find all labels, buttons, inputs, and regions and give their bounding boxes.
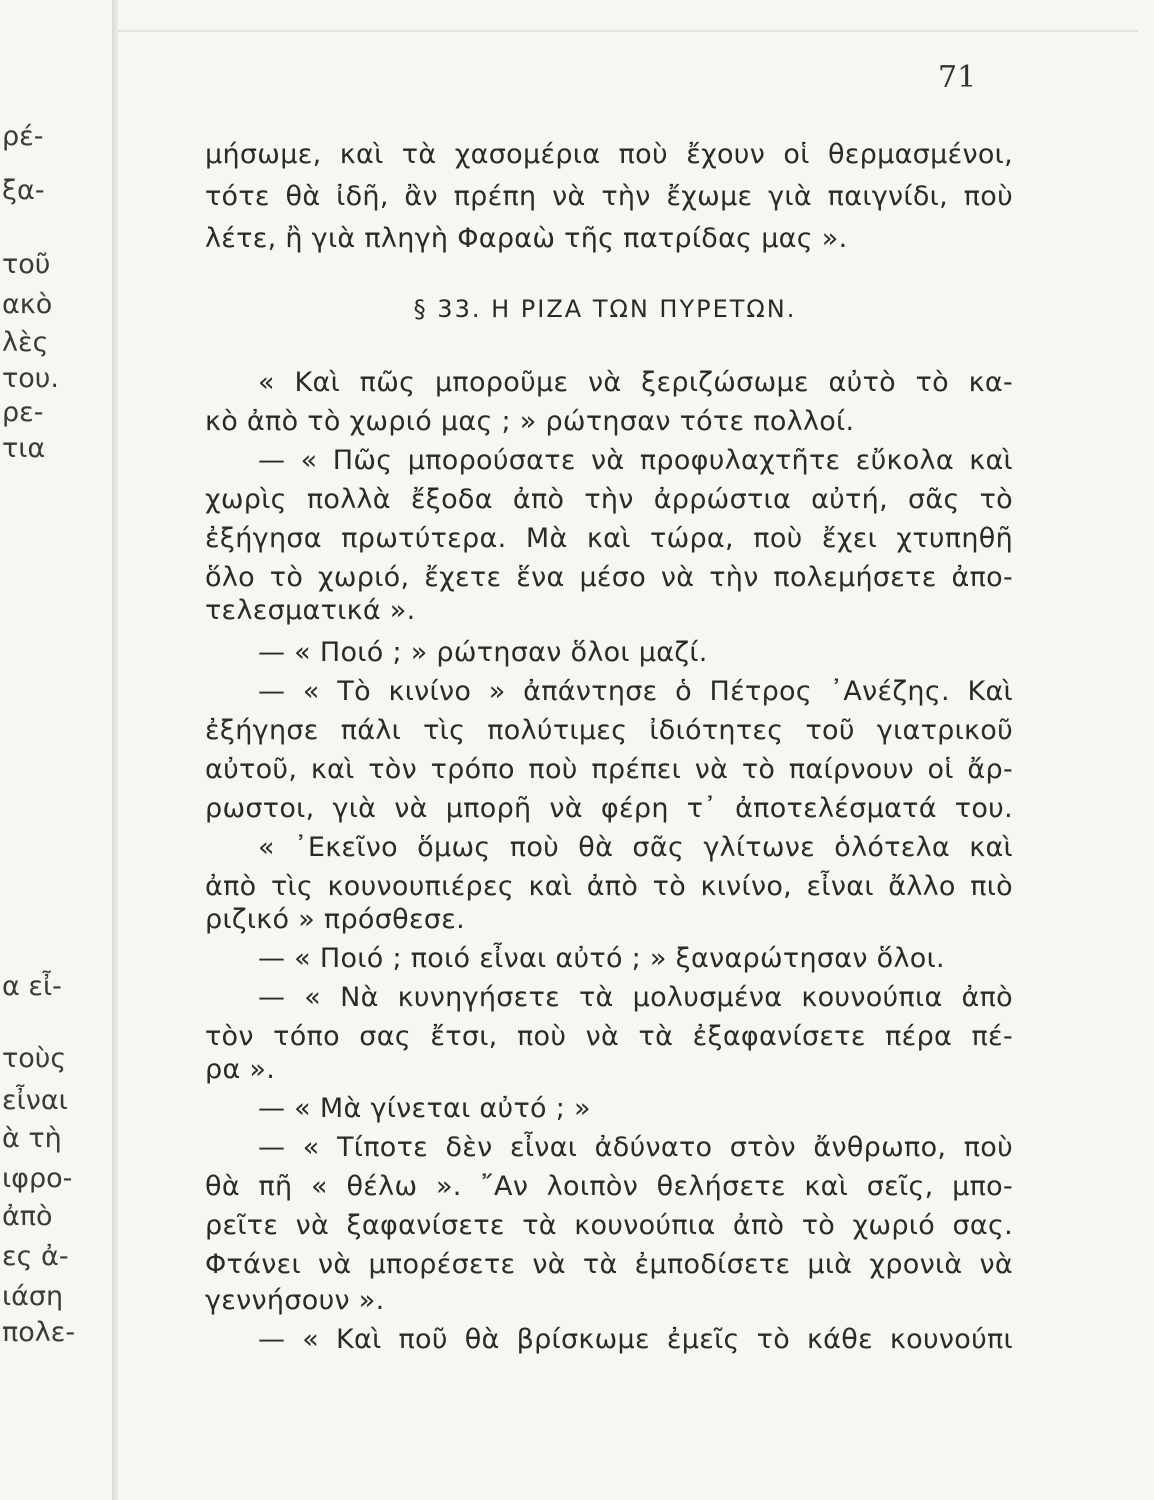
left-fragment: λὲς [2,327,49,358]
text-line: — « Ποιό ; » ρώτησαν ὅλοι μαζί. [258,637,708,668]
text-line: ἐξήγησα πρωτύτερα. Μὰ καὶ τώρα, ποὺ ἔχει χτυπηθῆ [205,523,1013,554]
left-fragment: τοῦ [2,249,51,280]
left-fragment: εἶναι [2,1085,68,1116]
left-fragment: ξα- [2,175,45,206]
left-fragment: τια [2,433,46,464]
text-line: ὅλο τὸ χωριό, ἔχετε ἕνα μέσο νὰ τὴν πολεμήσετε ἀπο- [205,562,1013,593]
text-line: — « Μὰ γίνεται αὐτό ; » [258,1093,591,1124]
text-line: ρα ». [205,1054,276,1085]
text-line: τότε θὰ ἰδῆ, ἂν πρέπη νὰ τὴν ἔχωμε γιὰ παιγνίδι, ποὺ [205,181,1013,212]
text-line: ρωστοι, γιὰ νὰ μπορῆ νὰ φέρη τ᾽ ἀποτελέσματά του. [205,793,1013,824]
left-fragment: ακὸ [2,289,53,320]
left-fragment: ὰ τὴ [2,1123,62,1154]
text-line: — « Πῶς μπορούσατε νὰ προφυλαχτῆτε εὔκολα καὶ [258,445,1013,476]
text-line: — « Ποιό ; ποιό εἶναι αὐτό ; » ξαναρώτησαν ὅλοι. [258,943,945,974]
left-page-margin [0,0,110,1500]
text-line: ρεῖτε νὰ ξαφανίσετε τὰ κουνούπια ἀπὸ τὸ χωριό σας. [205,1210,1013,1241]
text-line: θὰ πῆ « θέλω ». ῎Αν λοιπὸν θελήσετε καὶ σεῖς, μπο- [205,1171,1013,1202]
text-line: — « Τίποτε δὲν εἶναι ἀδύνατο στὸν ἄνθρωπο, ποὺ [258,1132,1013,1163]
text-line: τελεσματικά ». [205,595,416,626]
text-line: αὐτοῦ, καὶ τὸν τρόπο ποὺ πρέπει νὰ τὸ παίρνουν οἱ ἄρ- [205,754,1013,785]
left-fragment: ἀπὸ [2,1201,53,1232]
left-fragment: α εἶ- [2,971,62,1002]
text-line: ριζικό » πρόσθεσε. [205,904,466,935]
left-fragment: τοὺς [2,1043,67,1074]
left-fragment: ιάση [2,1281,64,1312]
section-heading: § 33. Η ΡΙΖΑ ΤΩΝ ΠΥΡΕΤΩΝ. [413,295,797,323]
left-fragment: πολε- [2,1317,76,1348]
text-line: Φτάνει νὰ μπορέσετε νὰ τὰ ἐμποδίσετε μιὰ χρονιὰ νὰ [205,1249,1013,1280]
text-line: « Καὶ πῶς μποροῦμε νὰ ξεριζώσωμε αὐτὸ τὸ κα- [258,367,1013,398]
text-line: χωρὶς πολλὰ ἔξοδα ἀπὸ τὴν ἀρρώστια αὐτή, σᾶς τὸ [205,484,1013,515]
text-line: — « Νὰ κυνηγήσετε τὰ μολυσμένα κουνούπια ἀπὸ [258,982,1013,1013]
left-fragment: του. [2,363,59,394]
left-fragment: ες ἀ- [2,1241,69,1272]
text-line: — « Καὶ ποῦ θὰ βρίσκωμε ἐμεῖς τὸ κάθε κουνούπι [258,1324,1013,1355]
text-line: λέτε, ἢ γιὰ πληγὴ Φαραὼ τῆς πατρίδας μας ». [205,223,848,254]
left-fragment: ρέ- [2,121,44,152]
text-line: « ᾿Εκεῖνο ὅμως ποὺ θὰ σᾶς γλίτωνε ὁλότελα καὶ [258,832,1013,863]
text-line: τὸν τόπο σας ἔτσι, ποὺ νὰ τὰ ἐξαφανίσετε πέρα πέ- [205,1021,1013,1052]
text-line: κὸ ἀπὸ τὸ χωριό μας ; » ρώτησαν τότε πολλοί. [205,406,855,437]
left-fragment: ιφρο- [2,1163,73,1194]
text-line: γεννήσουν ». [205,1285,385,1316]
page-number: 71 [938,60,977,95]
text-line: ἀπὸ τὶς κουνουπιέρες καὶ ἀπὸ τὸ κινίνο, εἶναι ἄλλο πιὸ [205,871,1013,902]
page-top-edge [118,30,1138,32]
text-line: μήσωμε, καὶ τὰ χασομέρια ποὺ ἔχουν οἱ θερμασμένοι, [205,139,1013,170]
text-line: — « Τὸ κινίνο » ἀπάντησε ὁ Πέτρος ᾿Ανέζης. Καὶ [258,676,1013,707]
text-line: ἐξήγησε πάλι τὶς πολύτιμες ἰδιότητες τοῦ γιατρικοῦ [205,715,1013,746]
left-fragment: ρε- [2,397,44,428]
book-spine-shadow [112,0,118,1500]
